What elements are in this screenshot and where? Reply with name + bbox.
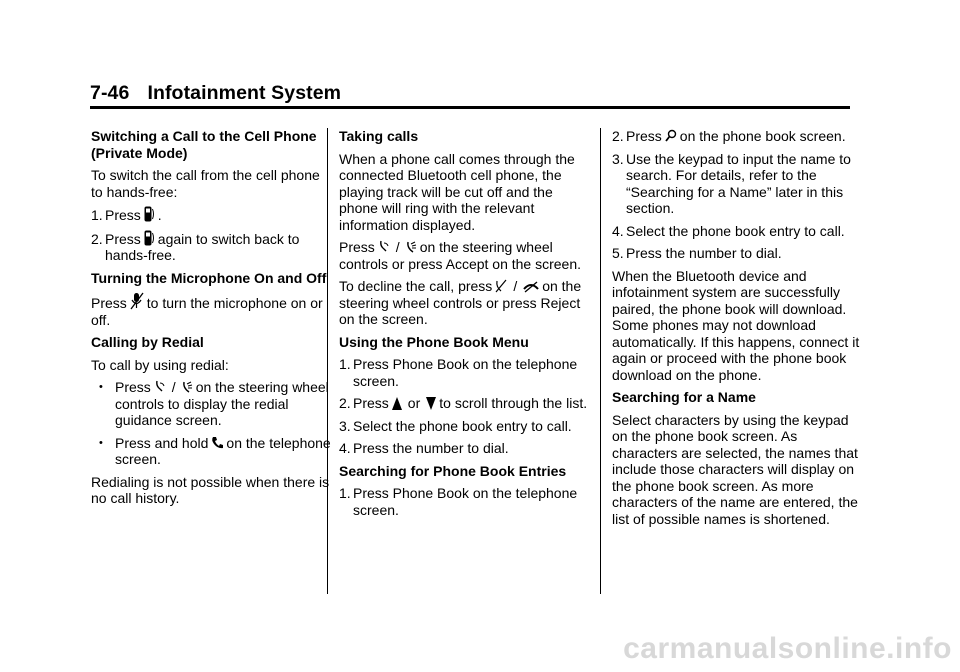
phone-handset-icon	[144, 206, 155, 222]
text: on the telephone screen.	[115, 434, 331, 467]
phone-call-icon	[182, 380, 193, 394]
telephone-icon	[211, 436, 223, 450]
header-rule	[90, 106, 850, 109]
heading-microphone: Turning the Microphone On and Off	[91, 269, 327, 286]
bullet: •	[99, 436, 103, 449]
paragraph	[91, 292, 331, 328]
heading-phone-book-menu: Using the Phone Book Menu	[339, 333, 529, 350]
step-number: 4.	[612, 222, 624, 239]
step-text: or	[407, 395, 421, 411]
end-call-icon	[523, 281, 539, 293]
heading-searching-name: Searching for a Name	[612, 389, 756, 405]
push-to-talk-icon	[378, 240, 390, 254]
heading-private-mode: Switching a Call to the Cell Phone (Private Mode)	[91, 128, 317, 161]
paragraph: When the Bluetooth device and infotainment system are successfully paired, the phone book will download. Some phones may not download automatically. If this happens, connect it again or proceed with the phone book download on the phone.	[612, 267, 860, 383]
step-text: Press the number to dial.	[626, 245, 782, 261]
paragraph	[339, 278, 591, 328]
step-5	[612, 245, 862, 262]
step-number: 1.	[339, 485, 351, 501]
page-title	[90, 82, 850, 104]
down-arrow-icon	[426, 397, 436, 410]
step-2	[612, 128, 862, 145]
step-4	[339, 440, 591, 457]
text: To decline the call, press	[339, 278, 493, 294]
step-text: Press	[105, 207, 141, 223]
step-2	[91, 230, 331, 264]
text: Press and hold	[115, 434, 209, 451]
bullet-item	[91, 435, 331, 468]
step-number: 4.	[339, 440, 351, 456]
step-1	[339, 356, 591, 389]
mute-icon	[495, 279, 507, 293]
step-number: 3.	[612, 150, 624, 167]
separator: /	[513, 278, 518, 294]
step-text: Press the number to dial.	[353, 440, 509, 456]
phone-handset-icon	[144, 230, 155, 246]
section-title: Infotainment System	[147, 82, 342, 104]
column-2	[339, 128, 591, 524]
step-number: 2.	[91, 230, 103, 247]
step-text-end: to scroll through the list.	[439, 395, 588, 411]
paragraph	[339, 239, 591, 272]
step-text: Select the phone book entry to call.	[626, 222, 845, 239]
phone-call-icon	[406, 240, 417, 254]
step-text: Press Phone Book on the telephone screen.	[353, 485, 578, 518]
step-text: Select the phone book entry to call.	[353, 417, 572, 434]
step-text: Press Phone Book on the telephone screen.	[353, 356, 578, 389]
text: on the steering wheel controls to display the redial guidance screen.	[115, 379, 329, 428]
step-text-end: on the phone book screen.	[679, 128, 846, 144]
heading-redial: Calling by Redial	[91, 334, 204, 350]
step-3	[339, 418, 591, 435]
text: Press	[339, 239, 375, 255]
step-number: 2.	[339, 395, 351, 411]
text: on the steering wheel controls or press Accept on the screen.	[339, 239, 582, 272]
watermark: carmanualsonline.info	[623, 632, 952, 665]
paragraph: When a phone call comes through the connected Bluetooth cell phone, the playing track will be cut off and the phone will ring with the relevant information displayed.	[339, 150, 575, 233]
page-number: 7-46	[90, 82, 130, 104]
step-2	[339, 395, 591, 412]
step-3	[612, 151, 862, 217]
step-text-end: again to switch back to hands-free.	[105, 230, 300, 263]
step-number: 1.	[91, 207, 103, 223]
text: Press	[115, 379, 151, 395]
step-1	[91, 206, 331, 224]
paragraph: To switch the call from the cell phone to hands-free:	[91, 167, 320, 200]
step-4	[612, 223, 862, 240]
paragraph: Select characters by using the keypad on the phone book screen. As characters are selected, the names that include those characters will display on the phone book screen. As more characters of the name are entered, the list of possible names is shortened.	[612, 411, 858, 527]
step-1	[339, 485, 591, 518]
step-text: Press	[105, 230, 141, 247]
step-number: 1.	[339, 356, 351, 372]
column-1	[91, 128, 331, 513]
search-icon	[665, 129, 677, 143]
step-number: 5.	[612, 245, 624, 261]
paragraph: Redialing is not possible when there is no call history.	[91, 473, 330, 506]
column-3	[612, 128, 862, 533]
step-number: 3.	[339, 417, 351, 434]
up-arrow-icon	[392, 397, 402, 410]
microphone-mute-icon	[130, 292, 144, 310]
heading-searching-entries: Searching for Phone Book Entries	[339, 462, 567, 479]
step-text: Press	[626, 128, 662, 144]
bullet-item	[91, 379, 331, 429]
column-divider-2	[600, 128, 601, 594]
separator: /	[171, 379, 176, 395]
step-text: Use the keypad to input the name to search. For details, refer to the “Searching for a Name” later in this section.	[626, 150, 851, 216]
push-to-talk-icon	[154, 380, 166, 394]
text: on the steering wheel controls or press Reject on the screen.	[339, 278, 582, 327]
text: to turn the microphone on or off.	[91, 295, 323, 328]
page-header	[90, 82, 850, 104]
step-text: Press	[353, 395, 389, 411]
text: Press	[91, 295, 127, 311]
heading-taking-calls: Taking calls	[339, 128, 419, 144]
step-number: 2.	[612, 128, 624, 144]
bullet: •	[99, 381, 103, 393]
step-text-end: .	[157, 207, 162, 223]
separator: /	[395, 239, 400, 255]
paragraph: To call by using redial:	[91, 356, 229, 373]
